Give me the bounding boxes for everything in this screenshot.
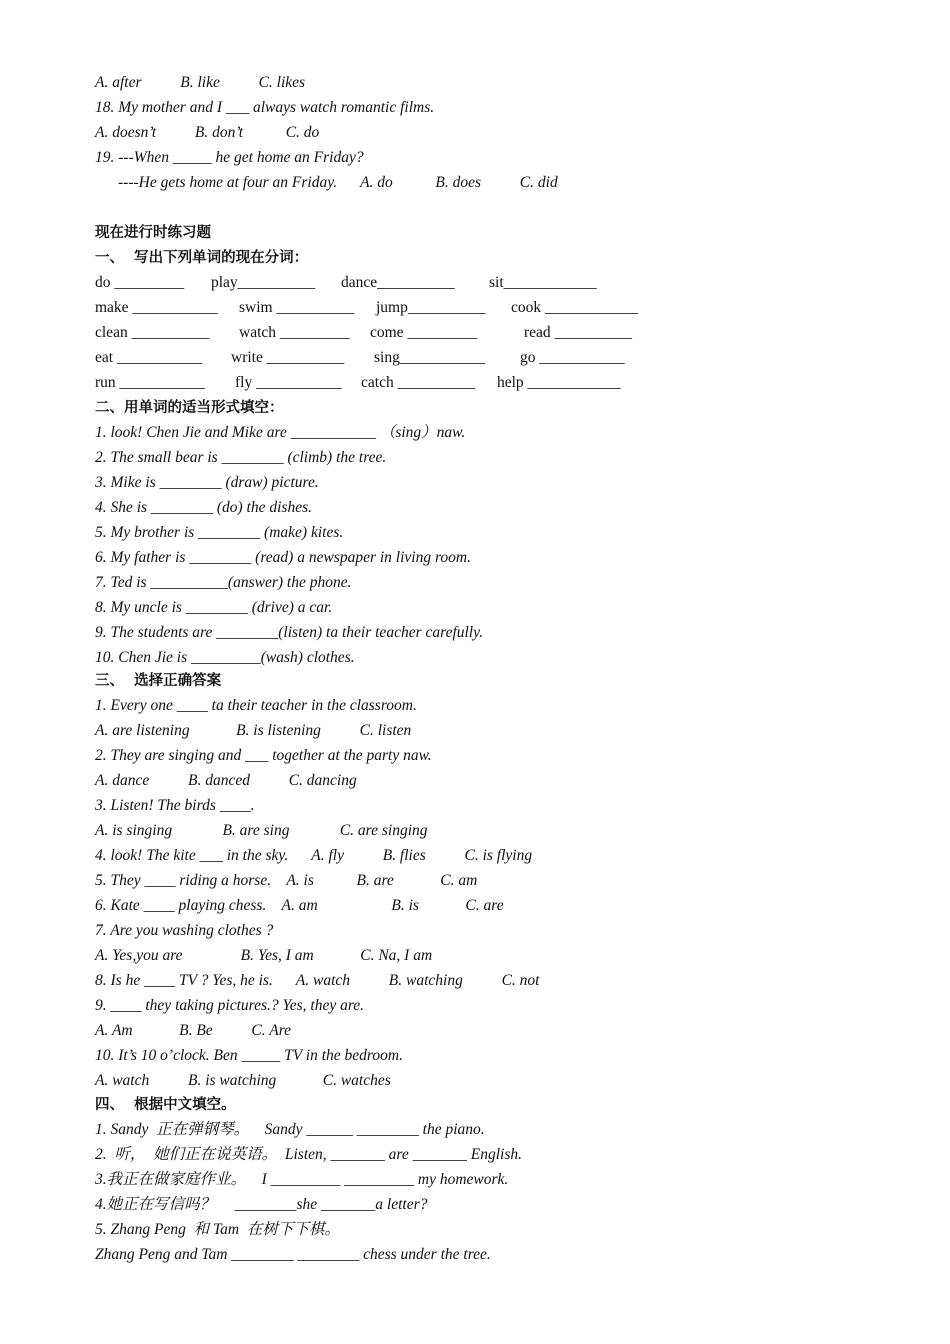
fill-item: 4. She is ________ (do) the dishes. bbox=[95, 499, 312, 516]
word-cell: sing___________ bbox=[374, 349, 486, 366]
section-1-heading: 一、 写出下列单词的现在分词： bbox=[95, 250, 309, 266]
question-18-options: A. doesn’t B. don’t C. do bbox=[95, 124, 320, 141]
translate-item: Zhang Peng and Tam ________ ________ chess under the tree. bbox=[95, 1246, 491, 1263]
choice-line: A. are listening B. is listening C. listen bbox=[95, 722, 412, 739]
translate-item: 5. Zhang Peng 和 Tam 在树下下棋。 bbox=[95, 1221, 340, 1238]
choice-line: 4. look! The kite ___ in the sky. A. fly B. flies C. is flying bbox=[95, 847, 533, 864]
choice-line: A. is singing B. are sing C. are singing bbox=[95, 822, 428, 839]
fill-item: 1. look! Chen Jie and Mike are ___________ （sing）naw. bbox=[95, 424, 466, 441]
word-cell: read __________ bbox=[524, 324, 633, 341]
word-cell: clean __________ bbox=[95, 324, 210, 341]
word-cell: watch _________ bbox=[239, 324, 350, 341]
word-cell: run ___________ bbox=[95, 374, 205, 391]
translate-item: 3.我正在做家庭作业。 I _________ _________ my homework. bbox=[95, 1171, 509, 1188]
section-2-heading: 二、用单词的适当形式填空： bbox=[95, 400, 284, 416]
word-cell: help ____________ bbox=[497, 374, 621, 391]
fill-item: 2. The small bear is ________ (climb) the tree. bbox=[95, 449, 387, 466]
word-cell: jump__________ bbox=[376, 299, 486, 316]
fill-item: 10. Chen Jie is _________(wash) clothes. bbox=[95, 649, 355, 666]
choice-line: A. dance B. danced C. dancing bbox=[95, 772, 357, 789]
section-4-heading: 四、 根据中文填空。 bbox=[95, 1097, 236, 1113]
choice-line: 9. ____ they taking pictures.? Yes, they are. bbox=[95, 997, 365, 1014]
top-line-1: A. after B. like C. likes bbox=[95, 74, 306, 91]
choice-line: A. watch B. is watching C. watches bbox=[95, 1072, 391, 1089]
choice-line: 7. Are you washing clothes ? bbox=[95, 922, 274, 939]
fill-item: 7. Ted is __________(answer) the phone. bbox=[95, 574, 352, 591]
word-cell: swim __________ bbox=[239, 299, 354, 316]
word-cell: catch __________ bbox=[361, 374, 476, 391]
choice-line: A. Am B. Be C. Are bbox=[95, 1022, 292, 1039]
word-cell: come _________ bbox=[370, 324, 478, 341]
fill-item: 8. My uncle is ________ (drive) a car. bbox=[95, 599, 333, 616]
fill-item: 5. My brother is ________ (make) kites. bbox=[95, 524, 344, 541]
fill-item: 9. The students are ________(listen) ta their teacher carefully. bbox=[95, 624, 484, 641]
word-cell: cook ____________ bbox=[511, 299, 639, 316]
section-3-heading: 三、 选择正确答案 bbox=[95, 673, 222, 689]
choice-line: 1. Every one ____ ta their teacher in the classroom. bbox=[95, 697, 417, 714]
word-cell: do _________ bbox=[95, 274, 185, 291]
choice-line: 6. Kate ____ playing chess. A. am B. is C. are bbox=[95, 897, 504, 914]
fill-item: 6. My father is ________ (read) a newspaper in living room. bbox=[95, 549, 471, 566]
translate-item: 2. 听， 她们正在说英语。 Listen, _______ are _______ English. bbox=[95, 1146, 522, 1163]
translate-item: 4.她正在写信吗？ ________she _______a letter? bbox=[95, 1196, 428, 1213]
word-cell: sit____________ bbox=[489, 274, 597, 291]
choice-line: 10. It’s 10 o’clock. Ben _____ TV in the bedroom. bbox=[95, 1047, 403, 1064]
translate-item: 1. Sandy 正在弹钢琴。 Sandy ______ ________ the piano. bbox=[95, 1121, 485, 1138]
question-19: 19. ---When _____ he get home an Friday? bbox=[95, 149, 364, 166]
word-cell: fly ___________ bbox=[235, 374, 342, 391]
choice-line: 2. They are singing and ___ together at the party naw. bbox=[95, 747, 432, 764]
word-cell: play__________ bbox=[211, 274, 316, 291]
fill-item: 3. Mike is ________ (draw) picture. bbox=[95, 474, 319, 491]
choice-line: A. Yes,you are B. Yes, I am C. Na, I am bbox=[95, 947, 433, 964]
choice-line: 5. They ____ riding a horse. A. is B. are C. am bbox=[95, 872, 478, 889]
word-cell: go ___________ bbox=[520, 349, 625, 366]
choice-line: 8. Is he ____ TV ? Yes, he is. A. watch B. watching C. not bbox=[95, 972, 540, 989]
choice-line: 3. Listen! The birds ____. bbox=[95, 797, 255, 814]
word-cell: make ___________ bbox=[95, 299, 218, 316]
word-cell: dance__________ bbox=[341, 274, 455, 291]
question-19-answer: ----He gets home at four an Friday. A. do B. does C. did bbox=[118, 174, 558, 191]
word-cell: write __________ bbox=[231, 349, 345, 366]
word-cell: eat ___________ bbox=[95, 349, 203, 366]
page-title: 现在进行时练习题 bbox=[95, 225, 211, 241]
question-18: 18. My mother and I ___ always watch romantic films. bbox=[95, 99, 435, 116]
